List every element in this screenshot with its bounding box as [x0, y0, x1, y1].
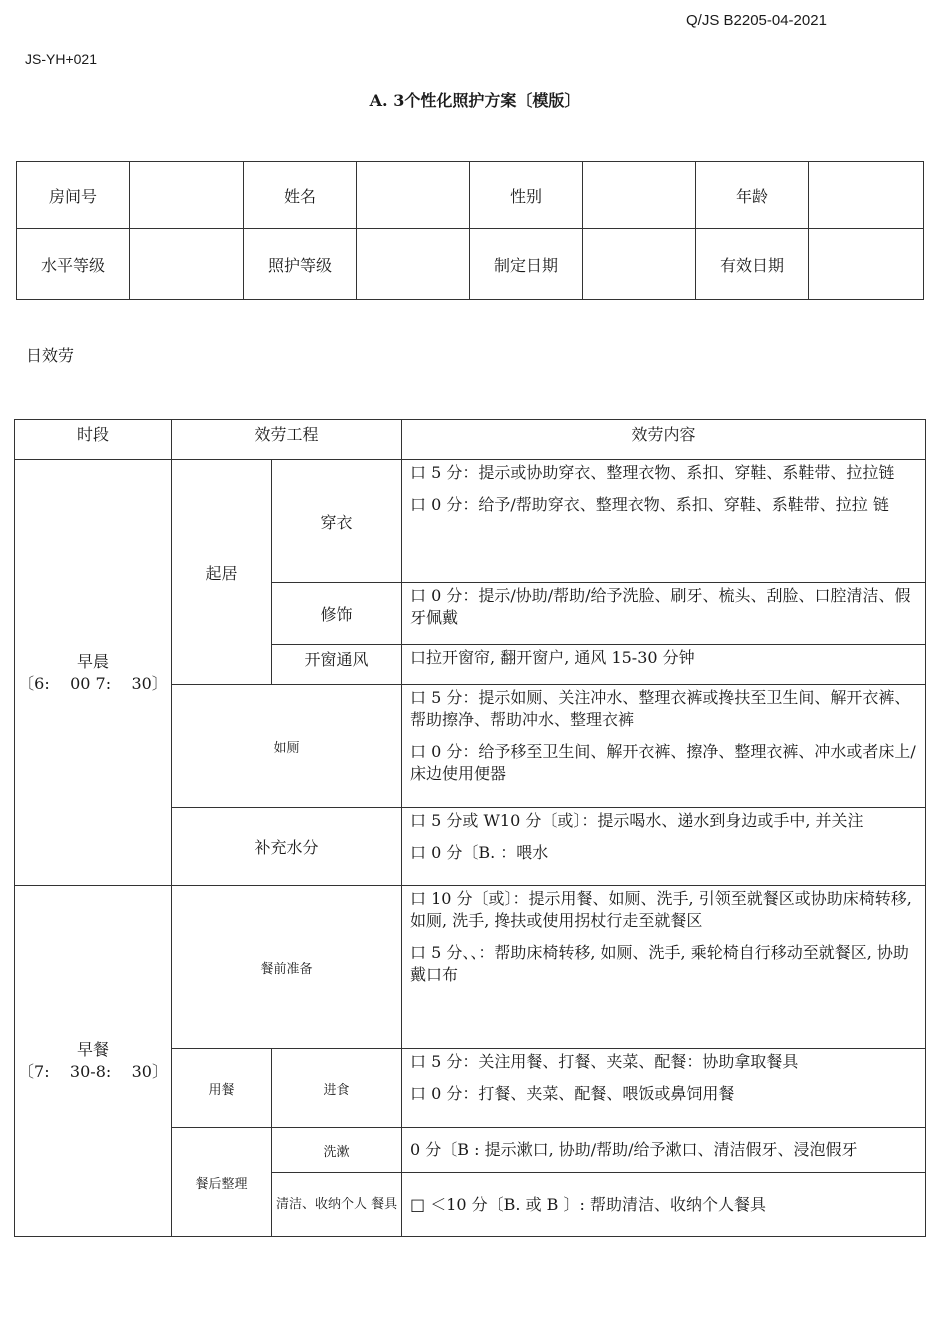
table-row	[15, 886, 926, 1049]
service-table-header	[15, 420, 926, 460]
content-toileting	[402, 685, 926, 808]
basic-info-table	[16, 161, 924, 300]
content-oral-care	[402, 1128, 926, 1173]
option-text: 口 0 分：打餐、夹菜、配餐、喂饭或鼻饲用餐	[410, 1084, 735, 1103]
item-oral-care: 洗漱	[272, 1128, 402, 1173]
info-row-1	[17, 162, 924, 229]
content-utensil-cleaning	[402, 1173, 926, 1237]
option-text: 口拉开窗帘, 翻开窗户, 通风 15-30 分钟	[410, 648, 695, 667]
period-time-range: 〔7: 30-8: 30〕	[18, 1062, 168, 1081]
room-number-value[interactable]	[130, 162, 244, 229]
option-text: 0 分〔B : 提示漱口, 协助/帮助/给予漱口、清洁假牙、浸泡假牙	[410, 1140, 858, 1159]
period-time-range: 〔6: 00 7: 30〕	[18, 673, 168, 693]
info-row-2	[17, 229, 924, 300]
option-text: 口 5 分：关注用餐、打餐、夹菜、配餐：协助拿取餐具	[410, 1052, 799, 1071]
daily-service-table	[14, 419, 926, 1237]
period-morning	[15, 460, 172, 886]
item-grooming: 修饰	[272, 583, 402, 645]
period-name: 早晨	[76, 651, 109, 671]
option-text: 口 5 分：提示如厕、关注冲水、整理衣裤或搀扶至卫生间、解开衣裤、帮助擦净、帮助冲水、整理衣裤	[410, 688, 911, 729]
name-label: 姓名	[244, 162, 357, 229]
option-text: 口 0 分：提示/协助/帮助/给予洗脸、刷牙、梳头、刮脸、口腔清洁、假牙佩戴	[410, 586, 911, 627]
document-code: Q/JS B2205-04-2021	[686, 12, 827, 29]
group-hydration: 补充水分	[172, 808, 402, 886]
created-date-label: 制定日期	[470, 229, 583, 300]
section-label: 日效劳	[26, 346, 75, 365]
item-dressing: 穿衣	[272, 460, 402, 583]
item-ventilation: 开窗通风	[272, 645, 402, 685]
option-text: 口 10 分〔或〕：提示用餐、如厕、洗手, 引领至就餐区或协助床椅转移, 如厕, 洗手, 搀扶或使用拐杖行走至就餐区	[410, 889, 912, 930]
option-text: 口 5 分、、：帮助床椅转移, 如厕、洗手, 乘轮椅自行移动至就餐区, 协助戴口布	[410, 943, 909, 984]
ability-level-value[interactable]	[130, 229, 244, 300]
option-text: 口 5 分：提示或协助穿衣、整理衣物、系扣、穿鞋、系鞋带、拉拉链	[410, 463, 895, 482]
gender-label: 性别	[470, 162, 583, 229]
document-title: A. 3个性化照护方案〔模版〕	[369, 91, 581, 110]
name-value[interactable]	[357, 162, 470, 229]
valid-date-value[interactable]	[809, 229, 924, 300]
content-pre-meal	[402, 886, 926, 1049]
group-dining: 用餐	[172, 1049, 272, 1128]
form-code: JS-YH+021	[25, 51, 97, 67]
header-service-item: 效劳工程	[172, 420, 402, 460]
gender-value[interactable]	[583, 162, 696, 229]
ability-level-label: 水平等级	[17, 229, 130, 300]
created-date-value[interactable]	[583, 229, 696, 300]
option-text: 口 0 分：给予移至卫生间、解开衣裤、擦净、整理衣裤、冲水或者床上/床边使用便器	[410, 742, 916, 783]
content-hydration	[402, 808, 926, 886]
content-eating	[402, 1049, 926, 1128]
content-ventilation	[402, 645, 926, 685]
care-level-value[interactable]	[357, 229, 470, 300]
header-period: 时段	[15, 420, 172, 460]
content-dressing	[402, 460, 926, 583]
group-daily-living: 起居	[172, 460, 272, 685]
age-label: 年龄	[696, 162, 809, 229]
group-toileting: 如厕	[172, 685, 402, 808]
group-pre-meal: 餐前准备	[172, 886, 402, 1049]
item-eating: 进食	[272, 1049, 402, 1128]
group-post-meal: 餐后整理	[172, 1128, 272, 1237]
care-level-label: 照护等级	[244, 229, 357, 300]
option-text: 口 0 分〔B. ：喂水	[410, 843, 549, 862]
option-text: 口 5 分或 W10 分〔或〕：提示喝水、递水到身边或手中, 并关注	[410, 811, 864, 830]
age-value[interactable]	[809, 162, 924, 229]
period-name: 早餐	[76, 1040, 109, 1059]
period-breakfast	[15, 886, 172, 1237]
item-utensil-cleaning: 清洁、收纳个人 餐具	[272, 1173, 402, 1237]
content-grooming	[402, 583, 926, 645]
valid-date-label: 有效日期	[696, 229, 809, 300]
option-text: □ ＜10 分〔B. 或 B 〕: 帮助清洁、收纳个人餐具	[410, 1194, 767, 1214]
option-text: 口 0 分：给予/帮助穿衣、整理衣物、系扣、穿鞋、系鞋带、拉拉 链	[410, 495, 889, 514]
room-number-label: 房间号	[17, 162, 130, 229]
header-service-content: 效劳内容	[402, 420, 926, 460]
table-row	[15, 460, 926, 583]
